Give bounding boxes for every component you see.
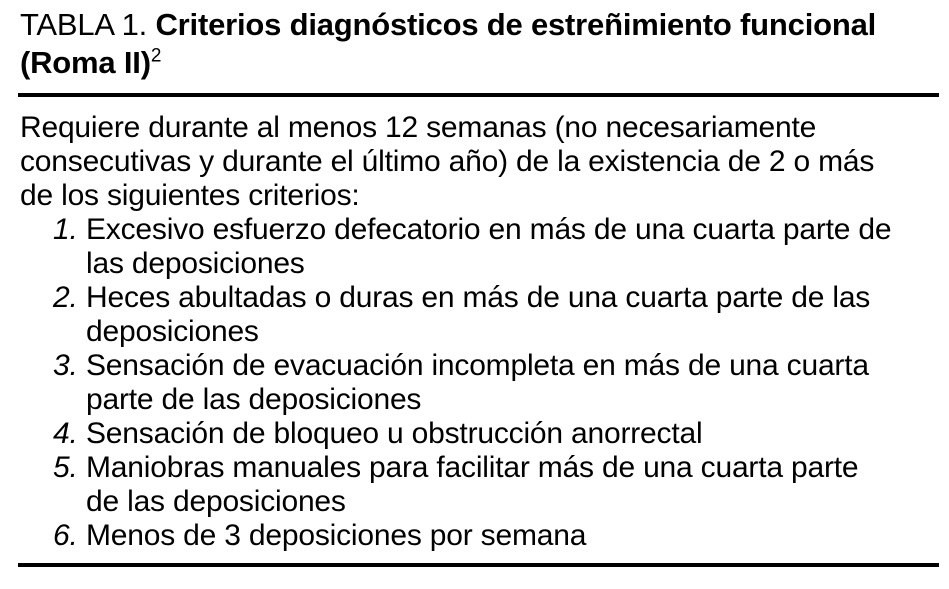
criterion-text: Sensación de bloqueo u obstrucción anorrectal [86,417,703,450]
criterion-number: 4. [53,417,78,450]
criterion-item-3 [20,349,897,417]
table-title-text: Criterios diagnósticos de estreñimiento funcional (Roma II) [20,7,877,80]
criterion-number: 6. [53,519,78,552]
criterion-text: Sensación de evacuación incompleta en más de una cuarta parte de las deposiciones [86,349,869,416]
criterion-text: Maniobras manuales para facilitar más de una cuarta parte de las deposiciones [86,451,859,518]
criterion-number: 3. [53,349,78,382]
criterion-number: 5. [53,451,78,484]
reference-superscript: 2 [150,45,162,67]
criterion-item-5 [20,451,897,519]
table-title [20,6,932,82]
top-rule-divider [18,93,939,97]
criterion-text: Menos de 3 deposiciones por semana [86,519,587,552]
criterion-number: 2. [53,281,78,314]
intro-paragraph: Requiere durante al menos 12 semanas (no necesariamente consecutivas y durante el último año) de la existencia de 2 o más de los siguientes criterios: [20,111,875,212]
criteria-list [20,213,949,553]
criterion-item-2 [20,281,897,349]
table-label: TABLA 1. [20,7,148,42]
criterion-item-1 [20,213,897,281]
criterion-text: Excesivo esfuerzo defecatorio en más de una cuarta parte de las deposiciones [86,213,892,280]
criterion-item-4 [20,417,897,451]
criterion-text: Heces abultadas o duras en más de una cuarta parte de las deposiciones [86,281,871,348]
criterion-item-6 [20,519,897,553]
bottom-rule-divider [18,563,939,567]
criterion-number: 1. [53,213,78,246]
